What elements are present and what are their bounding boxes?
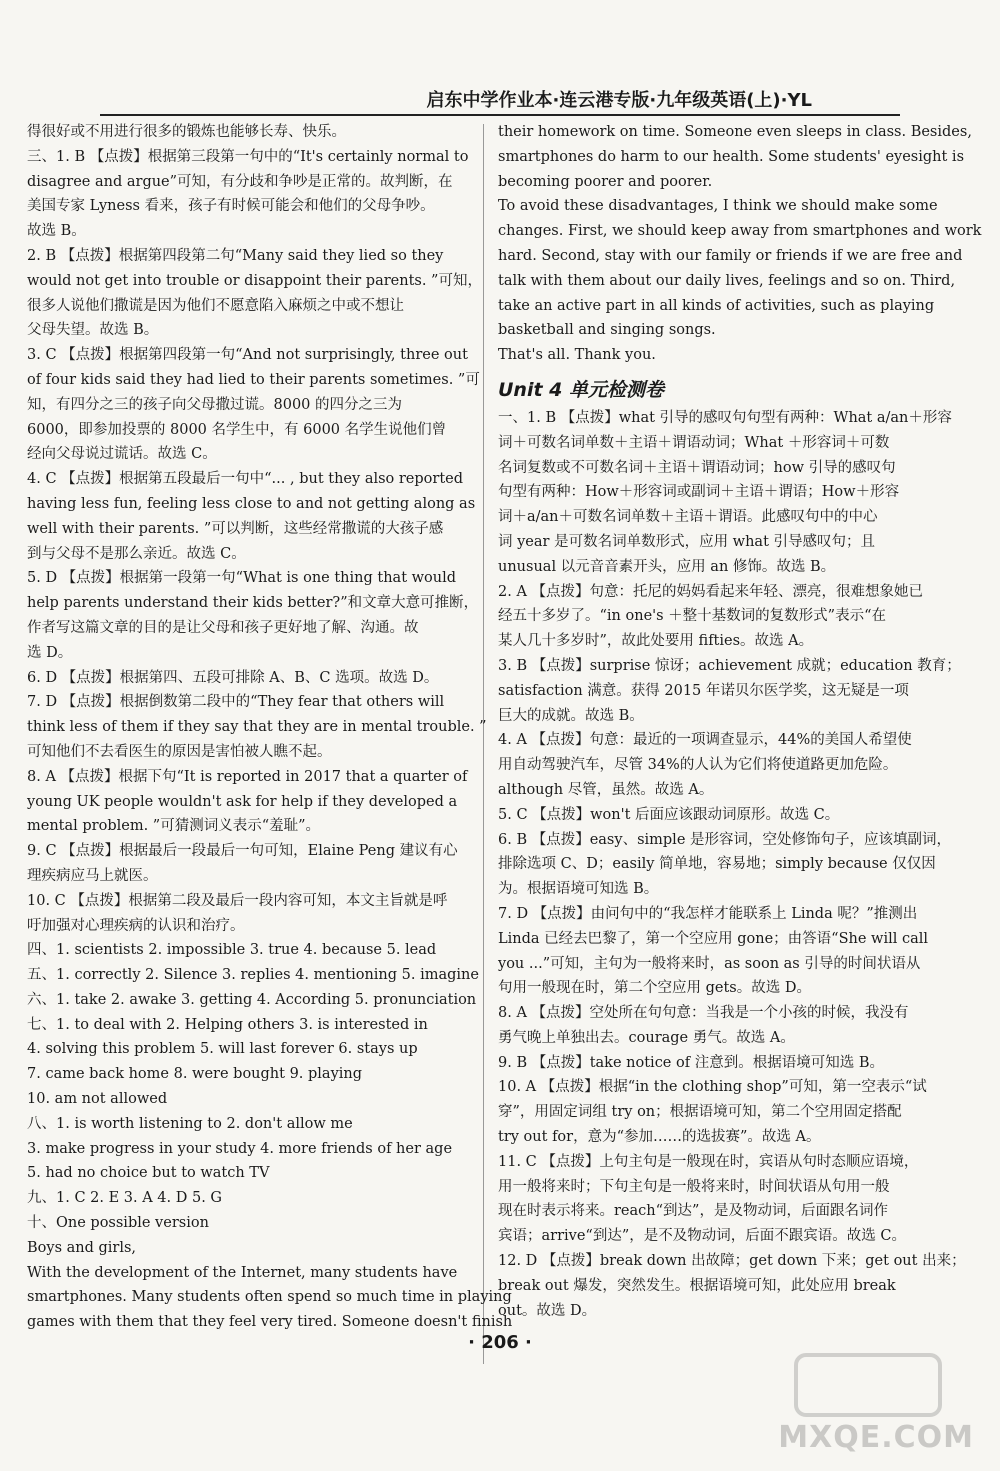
line-text: 经五十多岁了。“in one's ＋整十基数词的复数形式”表示“在 xyxy=(498,608,887,625)
line-text: 一、1. B 【点拨】what 引导的感叹句句型有两种：What a/an＋形容 xyxy=(498,409,952,426)
line-text: mental problem. ”可猜测词义表示“羞耻”。 xyxy=(27,818,321,835)
line-text: 5. C 【点拨】won't 后面应该跟动词原形。故选 C。 xyxy=(498,806,840,823)
text-line xyxy=(27,740,457,765)
line-text: 3. make progress in your study 4. more friends of her age xyxy=(27,1140,453,1157)
line-text: 句用一般现在时，第二个空应用 gets。故选 D。 xyxy=(498,980,811,997)
line-text: 十、One possible version xyxy=(27,1215,209,1232)
text-line xyxy=(498,902,918,927)
text-line xyxy=(27,566,457,591)
column-divider xyxy=(483,124,484,1364)
line-text: 经向父母说过谎话。故选 C。 xyxy=(27,446,217,463)
line-text: 美国专家 Lyness 看来，孩子有时候可能会和他们的父母争吵。 xyxy=(27,198,435,215)
watermark-stamp-icon xyxy=(794,1353,942,1417)
line-text: 4. C 【点拨】根据第五段最后一句中“... , but they also reported xyxy=(27,471,464,488)
line-text: 三、1. B 【点拨】根据第三段第一句中的“It's certainly normal to xyxy=(27,148,469,165)
text-line xyxy=(498,555,908,580)
text-line xyxy=(27,145,469,170)
line-text: 吁加强对心理疾病的认识和治疗。 xyxy=(27,917,245,934)
running-title: 启东中学作业本·连云港专版·九年级英语(上)·YL xyxy=(426,90,812,111)
line-text: 可知他们不去看医生的原因是害怕被人瞧不起。 xyxy=(27,743,332,760)
text-line xyxy=(27,368,480,393)
text-line xyxy=(498,505,908,530)
text-line xyxy=(498,1274,908,1299)
line-text: 9. B 【点拨】take notice of 注意到。根据语境可知选 B。 xyxy=(498,1054,884,1071)
text-line xyxy=(27,219,457,244)
line-text: 故选 B。 xyxy=(27,223,86,240)
line-text: 七、1. to deal with 2. Helping others 3. is interested in xyxy=(27,1016,428,1033)
text-line xyxy=(498,778,908,803)
text-line xyxy=(498,728,912,753)
line-text: 10. A 【点拨】根据“in the clothing shop”可知，第一空表示“试 xyxy=(498,1079,927,1096)
line-text: would not get into trouble or disappoint their parents. ”可知， xyxy=(27,272,482,289)
line-text: 9. C 【点拨】根据最后一段最后一句可知，Elaine Peng 建议有心 xyxy=(27,843,458,860)
text-line xyxy=(498,629,908,654)
line-text: 父母失望。故选 B。 xyxy=(27,322,159,339)
line-text: 2. A 【点拨】句意：托尼的妈妈看起来年轻、漂亮，很难想象她已 xyxy=(498,583,924,600)
line-text: 勇气晚上单独出去。courage 勇气。故选 A。 xyxy=(498,1029,795,1046)
line-text: their homework on time. Someone even sleeps in class. Besides, xyxy=(498,124,972,140)
line-text: although 尽管，虽然。故选 A。 xyxy=(498,781,714,798)
text-line xyxy=(498,1224,908,1249)
text-line xyxy=(498,294,935,319)
line-text: 现在时表示将来。reach“到达”，是及物动词，后面跟名词作 xyxy=(498,1203,888,1220)
line-text: 6000，即参加投票的 8000 名学生中，有 6000 名学生说他们曾 xyxy=(27,421,447,438)
text-line xyxy=(27,914,457,939)
line-text: 用自动驾驶汽车，尽管 34%的人认为它们将使道路更加危险。 xyxy=(498,757,898,774)
text-line xyxy=(27,1137,457,1162)
line-text: To avoid these disadvantages, I think we should make some xyxy=(498,198,938,215)
line-text: 2. B 【点拨】根据第四段第二句“Many said they lied so they xyxy=(27,247,444,264)
text-line xyxy=(27,343,468,368)
text-line xyxy=(498,976,908,1001)
text-line xyxy=(27,938,457,963)
line-text: 到与父母不是那么亲近。故选 C。 xyxy=(27,545,246,562)
watermark-logo xyxy=(772,1357,982,1457)
line-text: 六、1. take 2. awake 3. getting 4. According 5. pronunciation xyxy=(27,991,477,1008)
text-line xyxy=(27,616,457,641)
text-line xyxy=(498,431,908,456)
line-text: 5. had no choice but to watch TV xyxy=(27,1165,270,1182)
text-line xyxy=(27,591,479,616)
text-line xyxy=(27,194,457,219)
line-text: 得很好或不用进行很多的锻炼也能够长寿、快乐。 xyxy=(27,124,346,140)
text-line xyxy=(27,517,457,542)
page-header xyxy=(100,82,900,116)
text-line xyxy=(27,294,457,319)
line-text: 四、1. scientists 2. impossible 3. true 4. because 5. lead xyxy=(27,942,437,959)
left-column xyxy=(27,120,513,1335)
line-text: 8. A 【点拨】根据下句“It is reported in 2017 that a quarter of xyxy=(27,768,468,785)
text-line xyxy=(498,194,938,219)
line-text: 用一般将来时；下句主句是一般将来时，时间状语从句用一般 xyxy=(498,1178,890,1195)
line-text: 作者写这篇文章的目的是让父母和孩子更好地了解、沟通。故 xyxy=(27,619,419,636)
text-line xyxy=(27,1261,457,1286)
text-line xyxy=(498,654,961,679)
line-text: disagree and argue”可知，有分歧和争吵是正常的。故判断，在 xyxy=(27,173,453,190)
text-line xyxy=(27,715,487,740)
line-text: you ...”可知，主句为一般将来时，as soon as 引导的时间状语从 xyxy=(498,955,921,972)
text-line xyxy=(498,753,908,778)
unit-heading: Unit 4 单元检测卷 xyxy=(498,378,664,401)
text-line xyxy=(498,1249,966,1274)
text-line xyxy=(27,963,479,988)
line-text: 为。根据语境可知选 B。 xyxy=(498,881,659,898)
text-line xyxy=(498,1199,908,1224)
line-text: 10. C 【点拨】根据第二段及最后一段内容可知，本文主旨就是呼 xyxy=(27,892,448,909)
line-text: 理疾病应马上就医。 xyxy=(27,867,158,884)
line-text: Boys and girls, xyxy=(27,1239,137,1256)
text-line xyxy=(498,604,908,629)
line-text: out。故选 D。 xyxy=(498,1302,597,1319)
text-line xyxy=(498,1075,927,1100)
text-line xyxy=(27,269,482,294)
text-line xyxy=(27,492,476,517)
line-text: 7. D 【点拨】根据倒数第二段中的“They fear that others will xyxy=(27,694,445,711)
line-text: satisfaction 满意。获得 2015 年诺贝尔医学奖，这无疑是一项 xyxy=(498,682,909,699)
text-line xyxy=(498,927,929,952)
line-text: 八、1. is worth listening to 2. don't allow me xyxy=(27,1115,353,1132)
line-text: unusual 以元音音素开头，应用 an 修饰。故选 B。 xyxy=(498,558,836,575)
line-text: 宾语；arrive“到达”，是不及物动词，后面不跟宾语。故选 C。 xyxy=(498,1228,906,1245)
text-line xyxy=(27,765,468,790)
text-line xyxy=(498,244,963,269)
line-text: 3. B 【点拨】surprise 惊讶；achievement 成就；education 教育； xyxy=(498,657,961,674)
text-line xyxy=(498,170,908,195)
text-line xyxy=(498,828,952,853)
text-line xyxy=(27,1062,457,1087)
line-text: 很多人说他们撒谎是因为他们不愿意陷入麻烦之中或不想让 xyxy=(27,297,404,314)
text-line xyxy=(27,467,464,492)
text-line xyxy=(498,456,908,481)
text-line xyxy=(498,530,908,555)
text-line xyxy=(498,704,908,729)
line-text: having less fun, feeling less close to and not getting along as xyxy=(27,495,476,512)
text-line xyxy=(27,542,457,567)
text-line xyxy=(27,1285,512,1310)
text-line xyxy=(498,343,908,368)
text-line xyxy=(27,839,457,864)
line-text: 九、1. C 2. E 3. A 4. D 5. G xyxy=(27,1190,223,1207)
text-line xyxy=(498,1150,919,1175)
text-line xyxy=(498,1026,908,1051)
text-line xyxy=(498,120,972,145)
line-text: 3. C 【点拨】根据第四段第一句“And not surprisingly, three out xyxy=(27,347,468,364)
text-line xyxy=(498,1001,908,1026)
line-text: That's all. Thank you. xyxy=(498,347,656,364)
line-text: help parents understand their kids better?”和文章大意可推断， xyxy=(27,595,479,612)
line-text: 6. D 【点拨】根据第四、五段可排除 A、B、C 选项。故选 D。 xyxy=(27,669,439,686)
text-line xyxy=(27,814,457,839)
text-line xyxy=(27,442,457,467)
line-text: Linda 已经去巴黎了，第一个空应用 gone；由答语“She will call xyxy=(498,930,929,947)
text-line xyxy=(498,1051,908,1076)
text-line xyxy=(498,480,908,505)
line-text: changes. First, we should keep away from smartphones and work xyxy=(498,223,982,240)
line-text: 10. am not allowed xyxy=(27,1091,168,1108)
text-line xyxy=(27,318,457,343)
line-text: 7. D 【点拨】由问句中的“我怎样才能联系上 Linda 呢？”推测出 xyxy=(498,905,918,922)
line-text: 7. came back home 8. were bought 9. playing xyxy=(27,1066,363,1083)
essay-continuation xyxy=(498,120,982,368)
line-text: smartphones. Many students often spend so much time in playing xyxy=(27,1289,512,1306)
text-line xyxy=(498,952,921,977)
text-line xyxy=(27,1211,457,1236)
text-line xyxy=(498,145,965,170)
line-text: With the development of the Internet, many students have xyxy=(27,1264,458,1281)
line-text: 词＋a/an＋可数名词单数＋主语＋谓语。此感叹句中的中心 xyxy=(498,509,878,526)
text-line xyxy=(27,170,457,195)
line-text: 11. C 【点拨】上句主句是一般现在时，宾语从句时态顺应语境， xyxy=(498,1153,919,1170)
watermark-text: MXQE.COM xyxy=(778,1420,974,1455)
line-text: take an active part in all kinds of activities, such as playing xyxy=(498,297,935,314)
line-text: smartphones do harm to our health. Some students' eyesight is xyxy=(498,148,965,165)
line-text: young UK people wouldn't ask for help if they developed a xyxy=(27,793,458,810)
page-number: · 206 · xyxy=(468,1332,532,1353)
text-line xyxy=(27,1037,457,1062)
line-text: 5. D 【点拨】根据第一段第一句“What is one thing that would xyxy=(27,570,457,587)
text-line xyxy=(27,1112,457,1137)
text-line xyxy=(498,1299,908,1324)
line-text: hard. Second, stay with our family or friends if we are free and xyxy=(498,247,963,264)
right-column xyxy=(498,120,982,1323)
line-text: 12. D 【点拨】break down 出故障；get down 下来；get out 出来； xyxy=(498,1253,966,1270)
line-text: 五、1. correctly 2. Silence 3. replies 4. mentioning 5. imagine xyxy=(27,967,479,984)
text-line xyxy=(498,1175,908,1200)
text-line xyxy=(27,393,457,418)
line-text: 某人几十多岁时”，故此处要用 fifties。故选 A。 xyxy=(498,633,814,650)
line-text: games with them that they feel very tired. Someone doesn't finish xyxy=(27,1314,513,1331)
text-line xyxy=(498,219,982,244)
line-text: 6. B 【点拨】easy、simple 是形容词，空处修饰句子，应该填副词， xyxy=(498,831,952,848)
text-line xyxy=(498,877,908,902)
line-text: of four kids said they had lied to their parents sometimes. ”可 xyxy=(27,371,480,388)
text-line xyxy=(498,679,908,704)
text-line xyxy=(27,641,457,666)
text-line xyxy=(27,418,457,443)
text-line xyxy=(498,803,908,828)
text-line xyxy=(27,988,477,1013)
line-text: 知，有四分之三的孩子向父母撒过谎。8000 的四分之三为 xyxy=(27,396,403,413)
line-text: try out for，意为“参加……的选拔赛”。故选 A。 xyxy=(498,1129,821,1146)
text-line xyxy=(27,1087,457,1112)
text-line xyxy=(27,1186,457,1211)
line-text: 选 D。 xyxy=(27,644,73,661)
text-line xyxy=(27,864,457,889)
text-line xyxy=(27,1013,457,1038)
line-text: 词 year 是可数名词单数形式，应用 what 引导感叹句；且 xyxy=(498,533,876,550)
text-line xyxy=(27,666,457,691)
line-text: talk with them about our daily lives, feelings and so on. Third, xyxy=(498,272,956,289)
line-text: becoming poorer and poorer. xyxy=(498,173,713,190)
line-text: 4. A 【点拨】句意：最近的一项调查显示，44%的美国人希望使 xyxy=(498,732,912,749)
line-text: basketball and singing songs. xyxy=(498,322,716,339)
text-line xyxy=(498,1125,908,1150)
line-text: 词＋可数名词单数＋主语＋谓语动词；What ＋形容词＋可数 xyxy=(498,434,890,451)
text-line xyxy=(27,889,457,914)
text-line xyxy=(498,269,956,294)
line-text: 8. A 【点拨】空处所在句句意：当我是一个小孩的时候，我没有 xyxy=(498,1005,909,1022)
text-line xyxy=(27,244,457,269)
text-line xyxy=(498,318,908,343)
text-line xyxy=(27,1161,457,1186)
text-line xyxy=(498,580,924,605)
text-line xyxy=(27,1236,457,1261)
line-text: well with their parents. ”可以判断，这些经常撒谎的大孩子感 xyxy=(27,520,444,537)
text-line xyxy=(498,406,952,431)
text-line xyxy=(27,120,457,145)
line-text: think less of them if they say that they are in mental trouble. ” xyxy=(27,719,487,736)
text-line xyxy=(498,852,936,877)
text-line xyxy=(27,690,457,715)
line-text: 巨大的成就。故选 B。 xyxy=(498,707,644,724)
line-text: 排除选项 C、D；easily 简单地，容易地；simply because 仅仅因 xyxy=(498,856,936,873)
line-text: 穿”，用固定词组 try on；根据语境可知，第二个空用固定搭配 xyxy=(498,1104,902,1121)
text-line xyxy=(498,1100,908,1125)
line-text: 名词复数或不可数名词＋主语＋谓语动词；how 引导的感叹句 xyxy=(498,459,896,476)
line-text: break out 爆发，突然发生。根据语境可知，此处应用 break xyxy=(498,1277,896,1294)
line-text: 4. solving this problem 5. will last forever 6. stays up xyxy=(27,1041,418,1058)
unit-answers xyxy=(498,406,966,1323)
text-line xyxy=(27,790,457,815)
line-text: 句型有两种：How＋形容词或副词＋主语＋谓语；How＋形容 xyxy=(498,484,900,501)
